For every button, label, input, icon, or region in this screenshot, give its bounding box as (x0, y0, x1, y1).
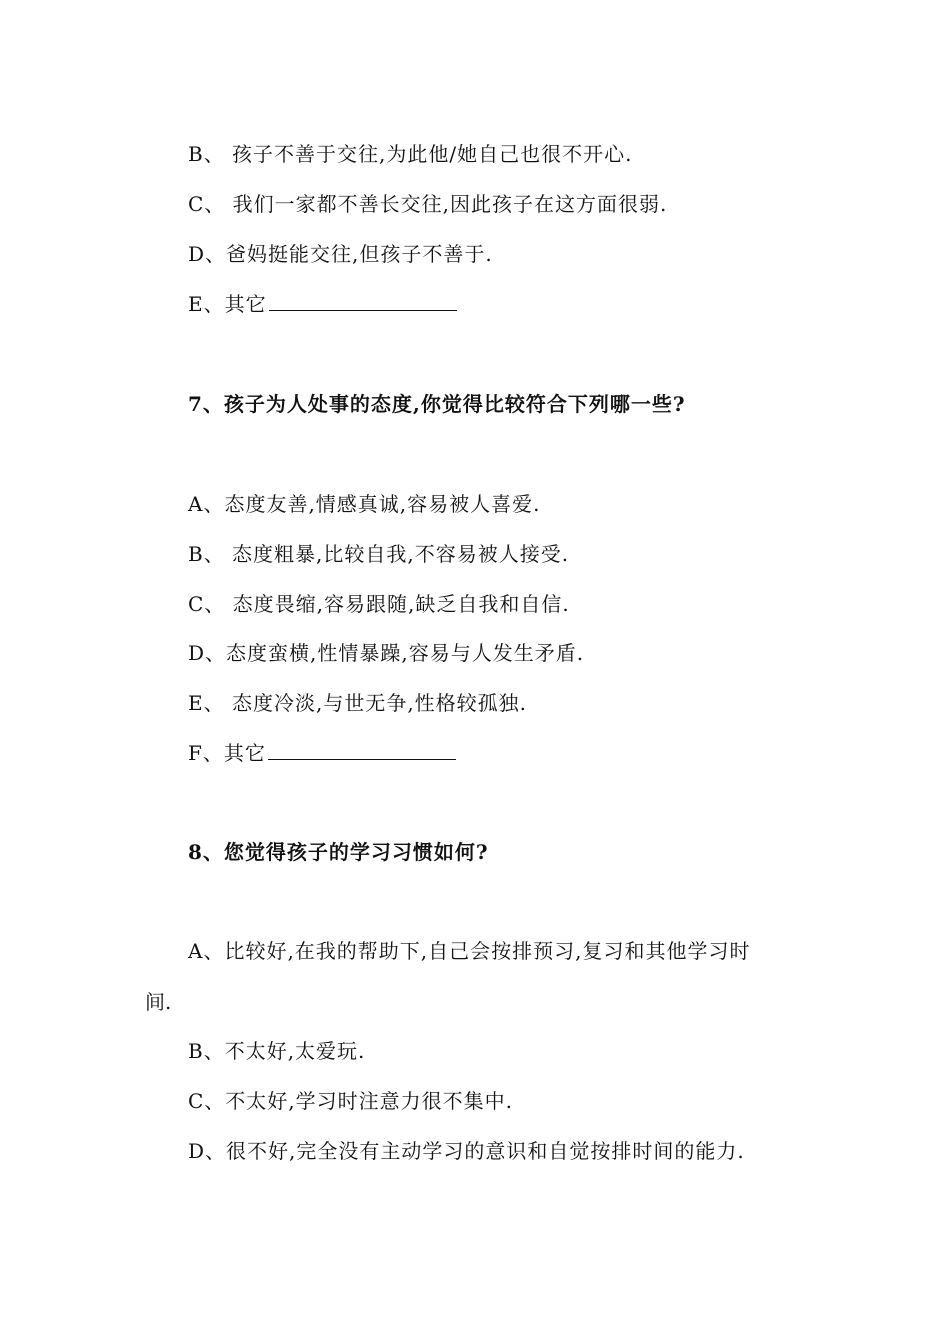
q6-option-e (188, 288, 457, 317)
q7-option-e: E、 态度冷淡,与世无争,性格较孤独. (188, 691, 528, 715)
q6-option-d: D、爸妈挺能交往,但孩子不善于. (188, 242, 493, 266)
q7-option-d: D、态度蛮横,性情暴躁,容易与人发生矛盾. (188, 641, 585, 665)
q7-option-c: C、 态度畏缩,容易跟随,缺乏自我和自信. (188, 592, 570, 616)
q7-question: 7、孩子为人处事的态度,你觉得比较符合下列哪一些? (188, 392, 686, 416)
q8-question: 8、您觉得孩子的学习习惯如何? (188, 840, 489, 864)
q8-option-b: B、不太好,太爱玩. (188, 1039, 366, 1063)
q7-option-a: A、态度友善,情感真诚,容易被人喜爱. (188, 492, 541, 516)
q6-option-b: B、 孩子不善于交往,为此他/她自己也很不开心. (188, 142, 633, 166)
q6-option-c: C、 我们一家都不善长交往,因此孩子在这方面很弱. (188, 192, 668, 216)
q8-option-c: C、不太好,学习时注意力很不集中. (188, 1089, 514, 1113)
q7-option-f (188, 737, 456, 766)
q7-option-f-blank[interactable] (268, 743, 456, 760)
q6-option-e-blank[interactable] (269, 294, 457, 311)
q8-option-a-line2: 间. (145, 990, 172, 1014)
q8-option-a-line1: A、比较好,在我的帮助下,自己会按排预习,复习和其他学习时 (188, 939, 751, 963)
q7-option-f-label: F、其它 (188, 741, 266, 765)
q6-option-e-label: E、其它 (188, 292, 267, 316)
q8-option-d: D、很不好,完全没有主动学习的意识和自觉按排时间的能力. (188, 1139, 745, 1163)
q7-option-b: B、 态度粗暴,比较自我,不容易被人接受. (188, 542, 570, 566)
